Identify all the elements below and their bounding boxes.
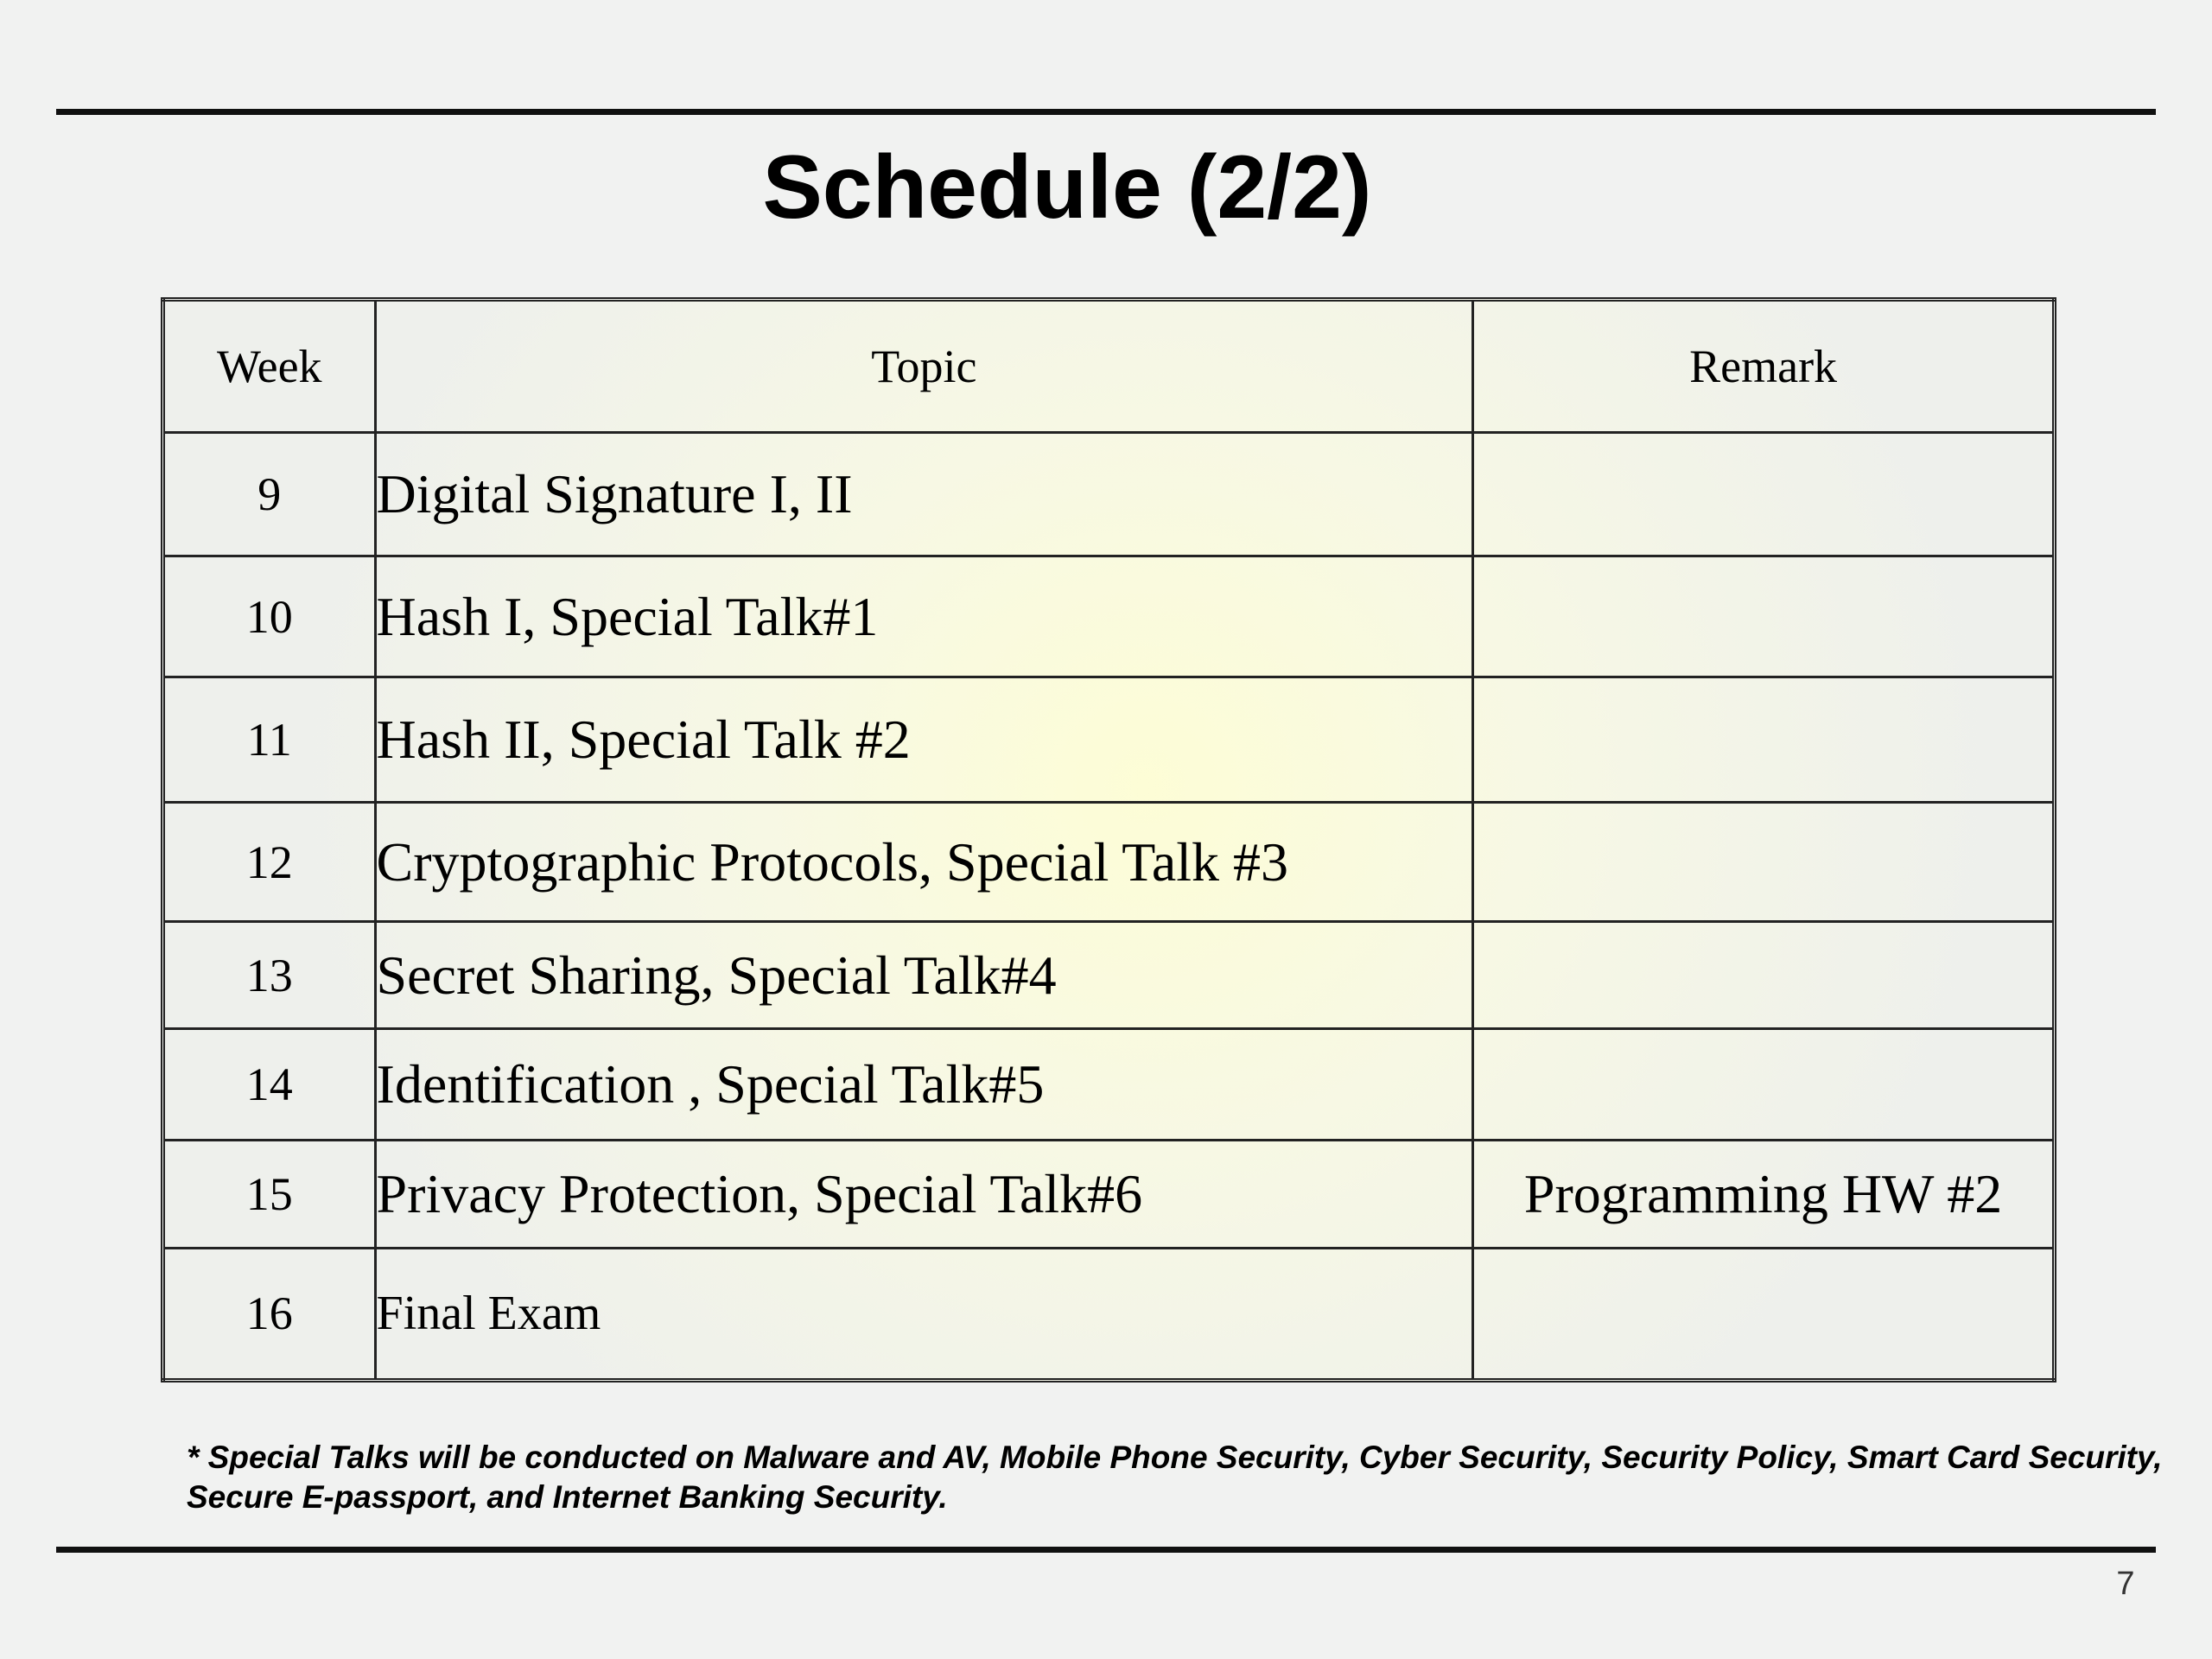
schedule-table (161, 297, 2056, 1382)
week-cell: 14 (163, 1029, 376, 1140)
table-row (163, 556, 2055, 677)
week-cell: 15 (163, 1140, 376, 1248)
footnote-line-2: Secure E-passport, and Internet Banking Security. (187, 1479, 948, 1515)
week-cell: 16 (163, 1248, 376, 1380)
remark-cell (1473, 1248, 2055, 1380)
topic-cell: Cryptographic Protocols, Special Talk #3 (375, 802, 1473, 921)
week-cell: 11 (163, 677, 376, 802)
remark-cell (1473, 922, 2055, 1029)
week-cell: 10 (163, 556, 376, 677)
table-row (163, 1140, 2055, 1248)
bottom-divider (56, 1547, 2156, 1553)
page-title: Schedule (2/2) (762, 137, 1372, 238)
week-cell: 12 (163, 802, 376, 921)
remark-cell (1473, 1029, 2055, 1140)
remark-cell (1473, 802, 2055, 921)
top-divider (56, 109, 2156, 115)
remark-cell: Programming HW #2 (1473, 1140, 2055, 1248)
table-row (163, 433, 2055, 556)
table-row (163, 1029, 2055, 1140)
header-topic: Topic (375, 300, 1473, 433)
table-row (163, 802, 2055, 921)
footnote (187, 1438, 2200, 1517)
week-cell: 13 (163, 922, 376, 1029)
week-cell: 9 (163, 433, 376, 556)
topic-cell: Final Exam (375, 1248, 1473, 1380)
footnote-line-1: * Special Talks will be conducted on Malware and AV, Mobile Phone Security, Cyber Security, Security Policy, Smart Card Security, (187, 1440, 2163, 1475)
table-header-row (163, 300, 2055, 433)
table-row (163, 677, 2055, 802)
topic-cell: Privacy Protection, Special Talk#6 (375, 1140, 1473, 1248)
topic-cell: Digital Signature I, II (375, 433, 1473, 556)
topic-cell: Secret Sharing, Special Talk#4 (375, 922, 1473, 1029)
page-number: 7 (2116, 1566, 2135, 1602)
remark-cell (1473, 556, 2055, 677)
table-row (163, 1248, 2055, 1380)
topic-cell: Hash I, Special Talk#1 (375, 556, 1473, 677)
remark-cell (1473, 677, 2055, 802)
table-row (163, 922, 2055, 1029)
remark-cell (1473, 433, 2055, 556)
topic-cell: Identification , Special Talk#5 (375, 1029, 1473, 1140)
header-remark: Remark (1473, 300, 2055, 433)
header-week: Week (163, 300, 376, 433)
topic-cell: Hash II, Special Talk #2 (375, 677, 1473, 802)
